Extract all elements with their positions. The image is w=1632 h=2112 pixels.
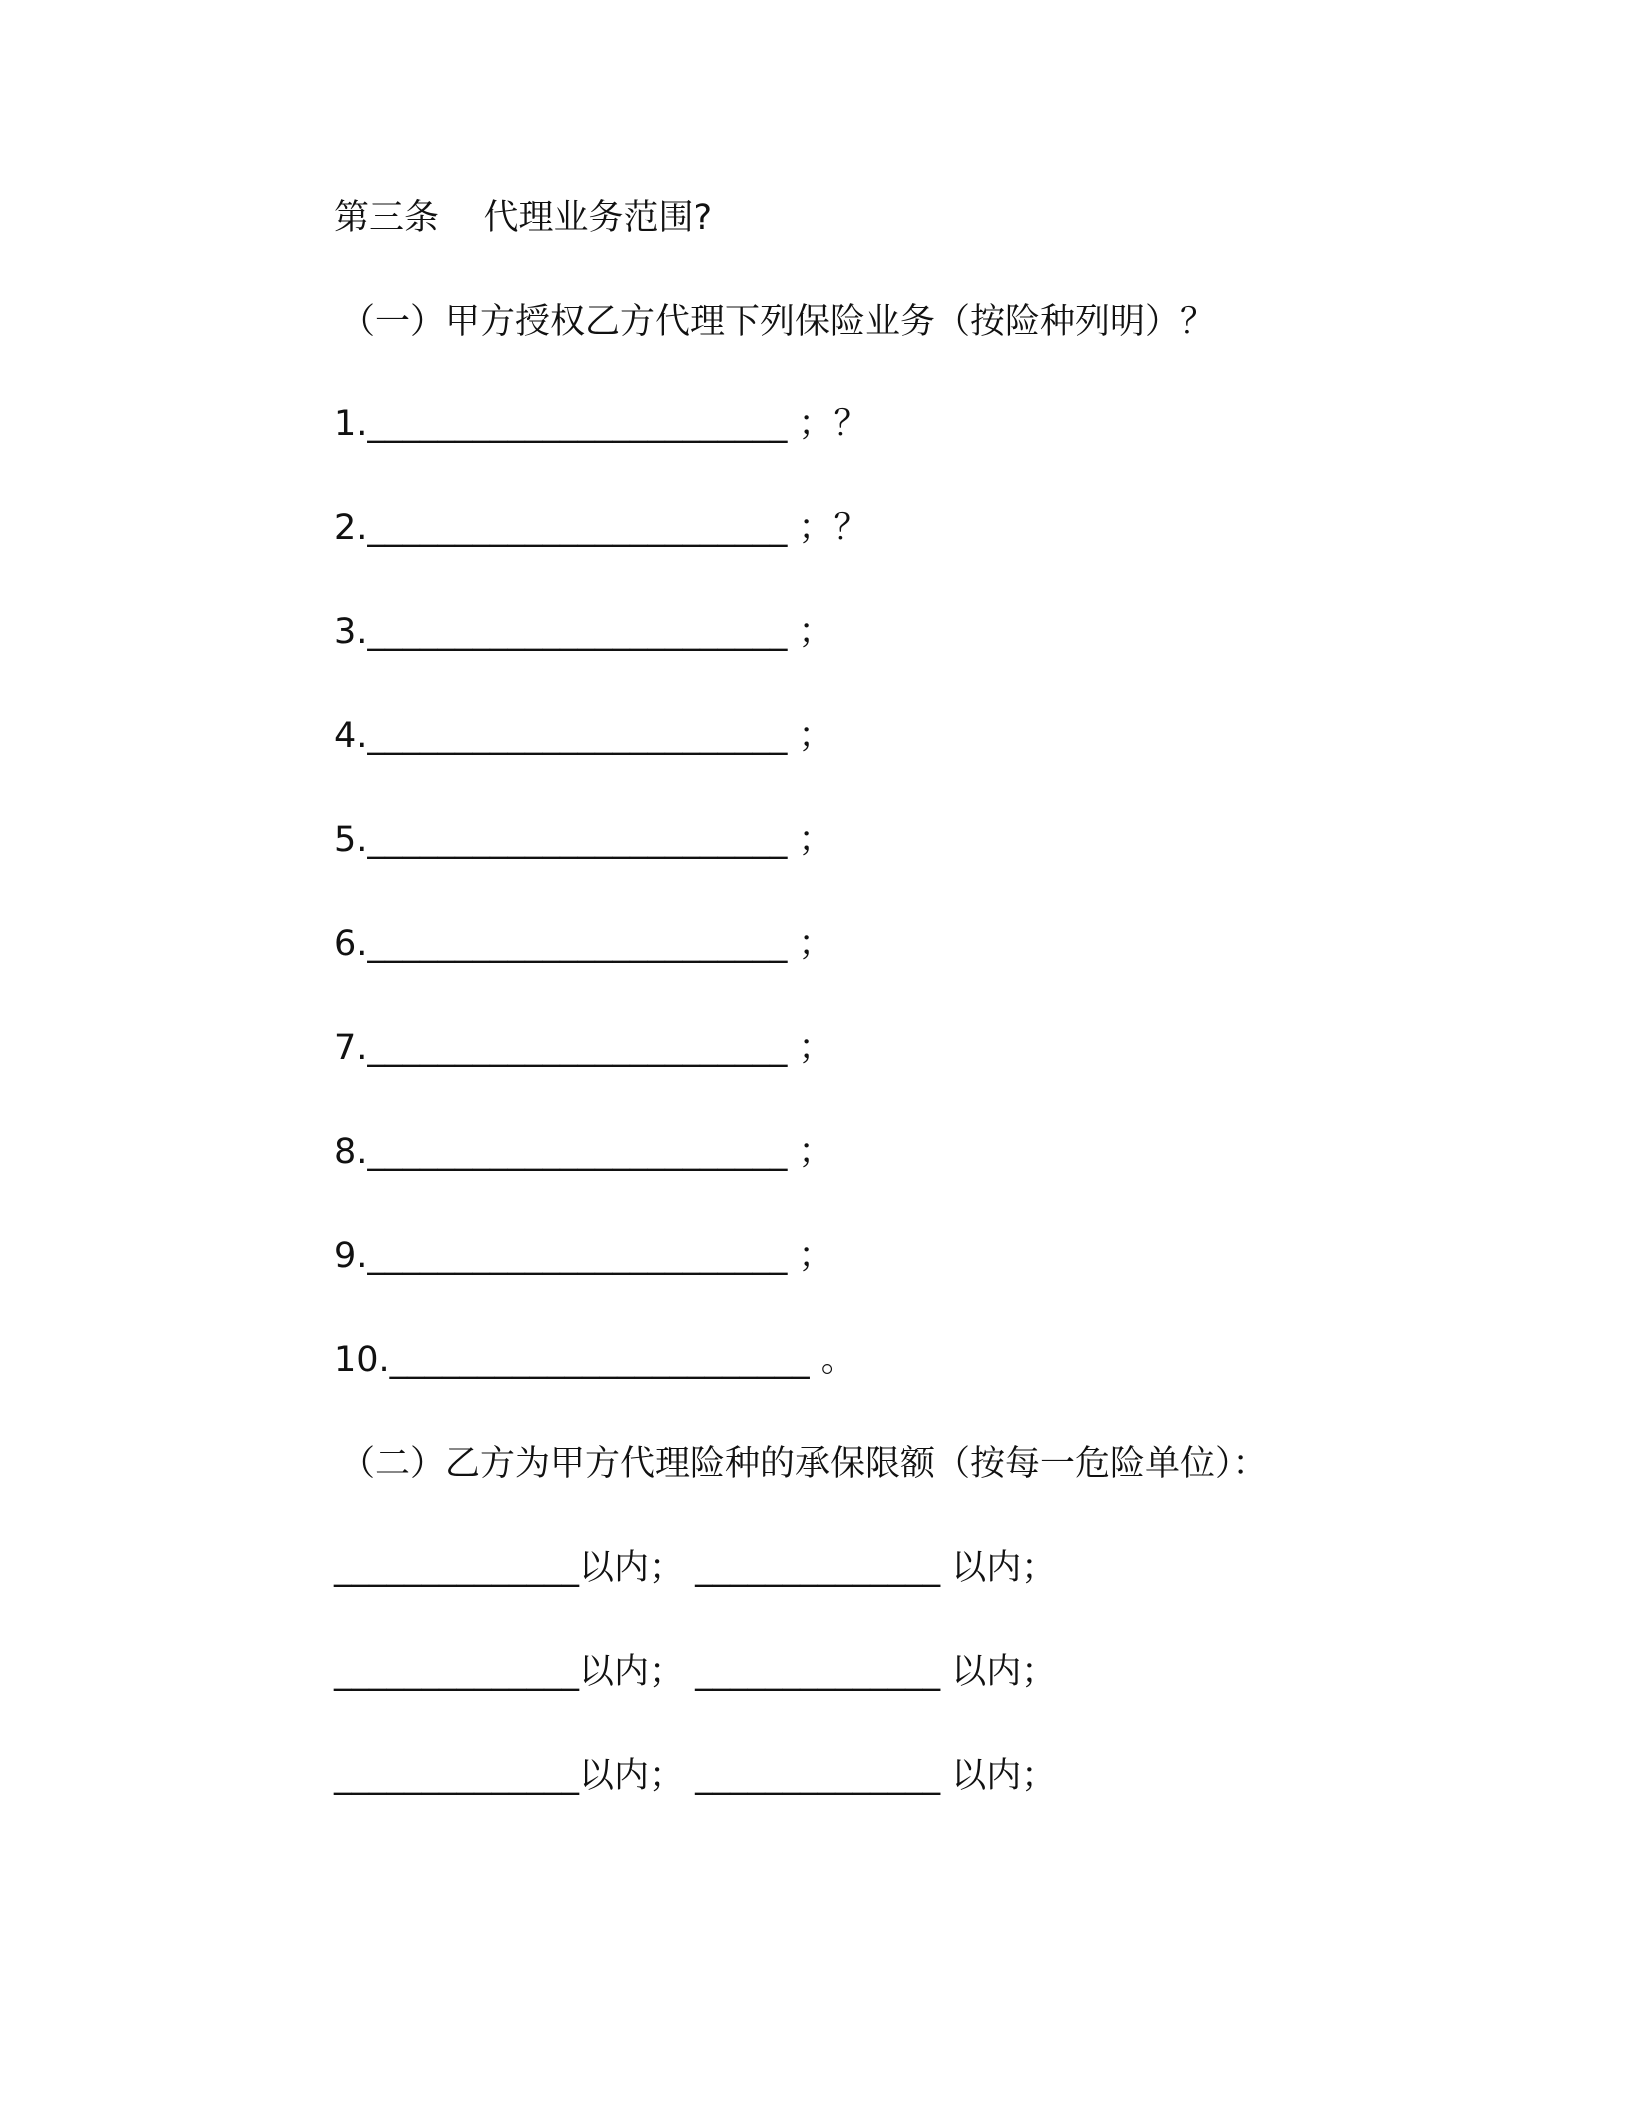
- section-one-heading: （一）甲方授权乙方代理下列保险业务（按险种列明）？: [340, 302, 1216, 342]
- blank-item-7: 7.________________________ ；: [334, 1028, 834, 1068]
- blank-item-5: 5.________________________ ；: [334, 820, 834, 860]
- blank-item-4: 4.________________________ ；: [334, 716, 834, 756]
- blank-item-2: 2.________________________ ；？: [334, 508, 869, 548]
- section-two-heading: （二）乙方为甲方代理险种的承保限额（按每一危险单位）：: [340, 1444, 1268, 1484]
- blank-item-6: 6.________________________ ；: [334, 924, 834, 964]
- limit-row-2: ______________以内； ______________ 以内；: [334, 1652, 1057, 1692]
- blank-item-9: 9.________________________ ；: [334, 1236, 834, 1276]
- limit-row-1: ______________以内； ______________ 以内；: [334, 1548, 1057, 1588]
- blank-item-8: 8.________________________ ；: [334, 1132, 834, 1172]
- limit-row-3: ______________以内； ______________ 以内；: [334, 1756, 1057, 1796]
- blank-item-1: 1.________________________ ；？: [334, 404, 869, 444]
- blank-item-3: 3.________________________ ；: [334, 612, 834, 652]
- blank-item-10: 10.________________________ 。: [334, 1340, 856, 1380]
- article-title: 第三条 代理业务范围?: [334, 198, 713, 238]
